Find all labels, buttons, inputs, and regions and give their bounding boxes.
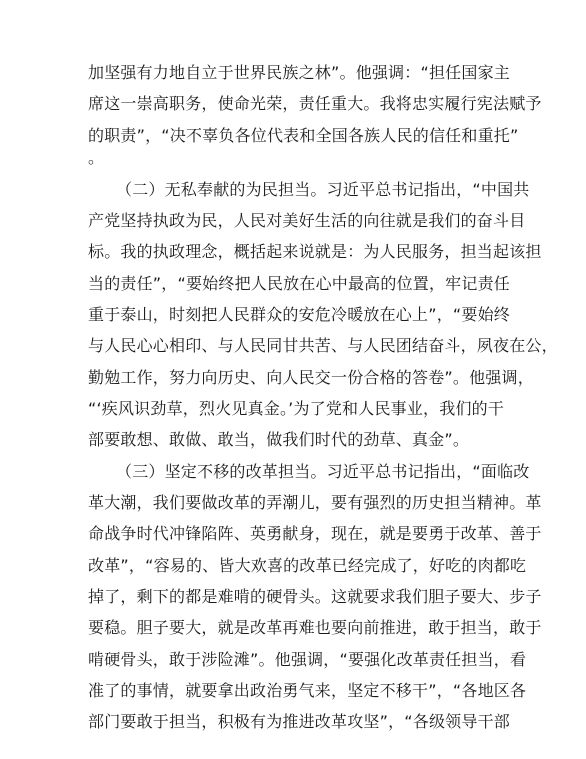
section-3-heading-line: （三）坚定不移的改革担当。习近平总书记指出，“面临改 [116, 462, 530, 481]
section-2-heading-line: （二）无私奉献的为民担当。习近平总书记指出，“中国共 [116, 180, 530, 199]
paragraph-line: “‘疾风识劲草，烈火见真金。’为了党和人民事业，我们的干 [88, 399, 505, 418]
paragraph-line: 准了的事情，就要拿出政治勇气来，坚定不移干”，“各地区各 [88, 681, 527, 700]
paragraph-line: 啃硬骨头，敢于涉险滩”。他强调，“要强化改革责任担当，看 [88, 650, 527, 669]
paragraph-line: 重于泰山，时刻把人民群众的安危冷暖放在心上”，“要始终 [88, 305, 510, 324]
paragraph-line: 。 [88, 148, 105, 167]
paragraph-line: 命战争时代冲锋陷阵、英勇献身，现在，就是要勇于改革、善于 [88, 524, 542, 543]
paragraph-line: 革大潮，我们要做改革的弄潮儿，要有强烈的历史担当精神。革 [88, 493, 542, 512]
paragraph-line: 要稳。胆子要大，就是改革再难也要向前推进，敢于担当，敢于 [88, 618, 542, 637]
paragraph-line: 改革”，“容易的、皆大欢喜的改革已经完成了，好吃的肉都吃 [88, 556, 527, 575]
paragraph-line: 标。我的执政理念，概括起来说就是：为人民服务，担当起该担 [88, 242, 542, 261]
paragraph-line: 勤勉工作，努力向历史、向人民交一份合格的答卷”。他强调， [88, 368, 534, 387]
paragraph-line: 与人民心心相印、与人民同甘共苦、与人民团结奋斗，夙夜在公， [88, 336, 558, 355]
paragraph-line: 当的责任”，“要始终把人民放在心中最高的位置，牢记责任 [88, 274, 510, 293]
paragraph-line: 掉了，剩下的都是难啃的硬骨头。这就要求我们胆子要大、步子 [88, 587, 542, 606]
paragraph-line: 产党坚持执政为民，人民对美好生活的向往就是我们的奋斗目 [88, 211, 526, 230]
paragraph-line: 部门要敢于担当，积极有为推进改革攻坚”，“各级领导干部 [88, 712, 510, 731]
paragraph-line: 加坚强有力地自立于世界民族之林”。他强调：“担任国家主 [88, 63, 510, 82]
paragraph-line: 部要敢想、敢做、敢当，做我们时代的劲草、真金”。 [88, 430, 470, 449]
paragraph-line: 的职责”，“决不辜负各位代表和全国各族人民的信任和重托” [88, 126, 519, 145]
paragraph-line: 席这一崇高职务，使命光荣，责任重大。我将忠实履行宪法赋予 [88, 94, 542, 113]
